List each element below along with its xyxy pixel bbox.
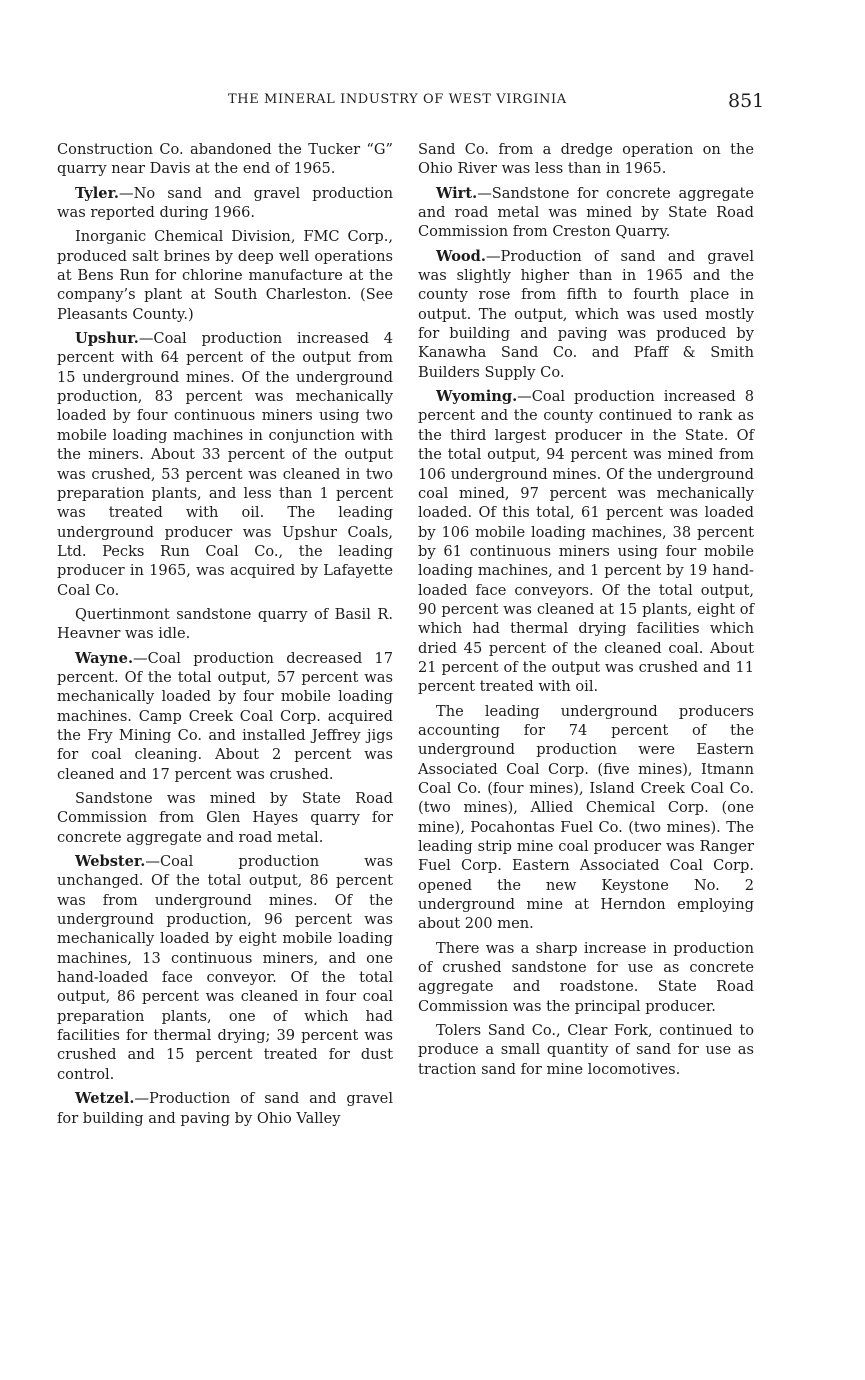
paragraph-text: —Sandstone for concrete aggregate and road metal was mined by State Road Commission from Creston Quarry. [418, 184, 754, 241]
paragraph-text: —Coal production decreased 17 percent. Of the total output, 57 percent was mechanically loaded by four mobile loading machines. Camp Creek Coal Corp. acquired the Fry Mining Co. and installed Jeffrey jigs for coal cleaning. About 2 percent was cleaned and 17 percent was crushed. [57, 649, 393, 783]
county-heading: Wood. [436, 247, 486, 265]
paragraph-text: —Coal production increased 8 percent and the county continued to rank as the third largest producer in the State. Of the total output, 94 percent was mined from 106 underground mines. Of the underground coal mined, 97 percent was mechanically loaded. Of this total, 61 percent was loaded by 106 mobile loading machines, 38 percent by 61 continuous miners using four mobile loading machines, and 1 percent by 19 hand-loaded face conveyors. Of the total output, 90 percent was cleaned at 15 plants, eight of which had thermal drying facilities which dried 45 percent of the cleaned coal. About 21 percent of the output was crushed and 11 percent treated with oil. [418, 388, 754, 696]
paragraph [418, 247, 754, 382]
paragraph [418, 387, 754, 697]
paragraph [57, 605, 393, 644]
county-heading: Wyoming. [436, 388, 518, 406]
county-heading: Wetzel. [75, 1090, 135, 1108]
paragraph [418, 702, 754, 934]
paragraph [418, 1021, 754, 1079]
paragraph-text: Sandstone was mined by State Road Commission from Glen Hayes quarry for concrete aggregate and road metal. [57, 790, 393, 846]
county-heading: Wayne. [75, 649, 134, 667]
paragraph-text: Sand Co. from a dredge operation on the Ohio River was less than in 1965. [418, 141, 754, 178]
paragraph [57, 649, 393, 784]
paragraph [57, 789, 393, 847]
county-heading: Wirt. [436, 184, 478, 202]
paragraph-text: —Coal production was unchanged. Of the total output, 86 percent was from underground mines. Of the underground production, 96 percent was mechanically loaded by eight mobile loading machines, 13 continuous miners, and one hand-loaded face conveyor. Of the total output, 86 percent was cleaned in four coal preparation plants, one of which had facilities for thermal drying; 39 percent was crushed and 15 percent treated for dust control. [57, 853, 393, 1083]
paragraph-text: —Production of sand and gravel was slightly higher than in 1965 and the county rose from fifth to fourth place in output. The output, which was used mostly for building and paving was produced by Kanawha Sand Co. and Pfaff & Smith Builders Supply Co. [418, 247, 754, 381]
paragraph [57, 227, 393, 324]
paragraph-text: —Coal production increased 4 percent with 64 percent of the output from 15 underground mines. Of the underground production, 83 percent was mechanically loaded by four continuous miners using two mobile loading machines in conjunction with the miners. About 33 percent of the output was crushed, 53 percent was cleaned in two preparation plants, and less than 1 percent was treated with oil. The leading underground producer was Upshur Coals, Ltd. Pecks Run Coal Co., the leading producer in 1965, was acquired by Lafayette Coal Co. [57, 330, 393, 599]
paragraph [57, 140, 393, 179]
paragraph [57, 184, 393, 223]
county-heading: Tyler. [75, 184, 119, 202]
paragraph-text: Quertinmont sandstone quarry of Basil R. Heavner was idle. [57, 605, 393, 643]
right-column [418, 140, 754, 1084]
paragraph [57, 1089, 393, 1128]
header-title: THE MINERAL INDUSTRY OF WEST VIRGINIA [228, 92, 567, 107]
paragraph [418, 140, 754, 179]
paragraph-text: —Production of sand and gravel for building and paving by Ohio Valley [57, 1090, 393, 1127]
left-column [57, 140, 393, 1133]
paragraph [418, 939, 754, 1016]
paragraph [418, 184, 754, 242]
paragraph-text: Tolers Sand Co., Clear Fork, continued to produce a small quantity of sand for use as traction sand for mine locomotives. [418, 1022, 754, 1078]
paragraph-text: Construction Co. abandoned the Tucker “G” quarry near Davis at the end of 1965. [57, 141, 393, 178]
paragraph [57, 852, 393, 1084]
county-heading: Webster. [75, 853, 146, 871]
paragraph-text: There was a sharp increase in production of crushed sandstone for use as concrete aggregate and roadstone. State Road Commission was the principal producer. [418, 939, 754, 1015]
paragraph-text: Inorganic Chemical Division, FMC Corp., produced salt brines by deep well operations at Bens Run for chlorine manufacture at the company’s plant at South Charleston. (See Pleasants County.) [57, 228, 393, 323]
page-number: 851 [728, 90, 765, 112]
paragraph [57, 329, 393, 600]
county-heading: Upshur. [75, 330, 139, 348]
paragraph-text: —No sand and gravel production was reported during 1966. [57, 184, 393, 222]
paragraph-text: The leading underground producers accounting for 74 percent of the underground production were Eastern Associated Coal Corp. (five mines), Itmann Coal Co. (four mines), Island Creek Coal Co. (two mines), Allied Chemical Corp. (one mine), Pocahontas Fuel Co. (two mines). The leading strip mine coal producer was Ranger Fuel Corp. Eastern Associated Coal Corp. opened the new Keystone No. 2 underground mine at Herndon employing about 200 men. [418, 702, 754, 933]
